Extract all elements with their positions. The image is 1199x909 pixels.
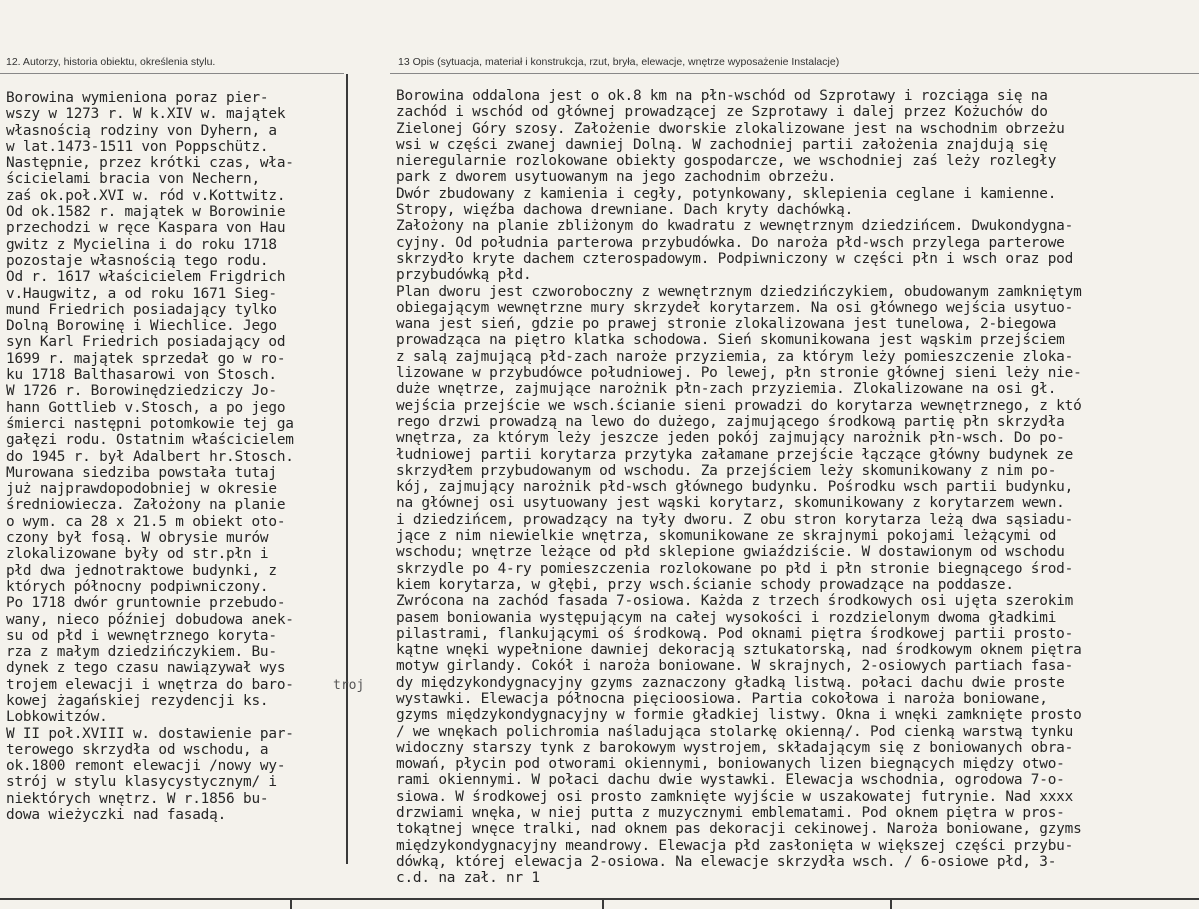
- text-line: motyw girlandy. Cokół i naroża boniowane. W skrajnych, 2-osiowych partiach fasa-: [396, 658, 1074, 675]
- bottom-tick: [290, 900, 292, 909]
- text-line: Plan dworu jest czworoboczny z wewnętrznym dziedzińczykiem, obudowanym zamkniętym: [396, 283, 1082, 300]
- text-line: przechodzi w ręce Kaspara von Hau: [6, 220, 286, 237]
- text-line: hann Gottlieb v.Stosch, a po jego: [6, 399, 286, 416]
- text-line: rego drzwi prowadzą na lewo do dużego, zajmującego środkową partię płn skrzydła: [396, 413, 1065, 430]
- text-line: W 1726 r. Borowinędziedziczy Jo-: [6, 383, 277, 400]
- text-line: łudniowej partii korytarza przytyka załamane przejście łączące główny budynek ze: [396, 446, 1074, 463]
- text-line: i dziedzińcem, prowadzący na tyły dworu. Z obu stron korytarza leżą dwa sąsiadu-: [396, 511, 1074, 528]
- text-line: Dolną Borowinę i Wiechlice. Jego: [6, 318, 277, 335]
- text-line: Murowana siedziba powstała tutaj: [6, 464, 277, 481]
- text-line: rami okiennymi. W połaci dachu dwie wystawki. Elewacja wschodnia, ogrodowa 7-o-: [396, 772, 1065, 789]
- text-line: terowego skrzydła od wschodu, a: [6, 741, 269, 758]
- section-13-header: 13 Opis (sytuacja, materiał i konstrukcja, rzut, bryła, elewacje, wnętrze wyposażenie Instalacje): [398, 56, 840, 68]
- text-line: Po 1718 dwór gruntownie przebudo-: [6, 595, 286, 612]
- text-line: obiegającym wewnętrzne mury skrzydeł korytarzem. Na osi głównego wejścia usytuo-: [396, 299, 1074, 316]
- text-line: gwitz z Mycielina i do roku 1718: [6, 236, 277, 253]
- text-line: skrzydłem przybudowanym od wschodu. Za przejściem leży skomunikowany z nim po-: [396, 462, 1057, 479]
- text-line: Borowina oddalona jest o ok.8 km na płn-wschód od Szprotawy i rozciąga się na: [396, 88, 1048, 104]
- text-line: płd dwa jednotraktowe budynki, z: [6, 562, 277, 579]
- text-line: strój w stylu klasycystycznym/ i: [6, 774, 277, 791]
- text-line: siowa. W środkowej osi prosto zamknięte wyjście w uszakowatej futrynie. Nad xxxx: [396, 788, 1074, 805]
- text-line: Założony na planie zbliżonym do kwadratu z wewnętrznym dziedzińcem. Dwukondygna-: [396, 218, 1074, 235]
- text-line: dowa wieżyczki nad fasadą.: [6, 807, 227, 824]
- overprinted-text: troj: [333, 678, 365, 693]
- text-line: su od płd i wewnętrznego koryta-: [6, 627, 277, 644]
- text-line: z salą zajmującą płd-zach naroże przyziemia, za którym leży pomieszczenie zloka-: [396, 348, 1074, 365]
- text-line: dynek z tego czasu nawiązywał wys: [6, 660, 286, 677]
- text-line: duże wnętrze, zajmujące narożnik płn-zach przyziemia. Zlokalizowane na osi gł.: [396, 381, 1057, 398]
- text-line: tokątnej wnęce tralki, nad oknem pas dekoracji cekinowej. Naroża boniowane, gzyms: [396, 821, 1082, 838]
- text-line: mund Friedrich posiadający tylko: [6, 301, 277, 318]
- text-line: pozostaje własnością tego rodu.: [6, 252, 269, 269]
- text-line: mowań, płycin pod otworami okiennymi, boniowanych lizen biegnących między otwo-: [396, 756, 1065, 773]
- text-line: międzykondygnacyjny meandrowy. Elewacja płd zasłonięta w większej części przybu-: [396, 837, 1074, 854]
- text-line: wany, nieco później dobudowa anek-: [6, 611, 294, 628]
- text-line: jące z nim niewielkie wnętrza, skomunikowane ze skrajnymi pokojami leżącymi od: [396, 528, 1057, 545]
- text-line: park z dworem usytuowanym na jego zachodnim obrzeżu.: [396, 169, 837, 186]
- text-line: ok.1800 remont elewacji /nowy wy-: [6, 758, 286, 775]
- text-line: zlokalizowane były od str.płn i: [6, 546, 269, 563]
- text-line: wnętrza, za którym leży jeszcze jeden pokój zajmujący narożnik płn-wsch. Do po-: [396, 430, 1065, 447]
- text-line: wszy w 1273 r. W k.XIV w. majątek: [6, 106, 286, 123]
- text-line: skrzydło kryte dachem czterospadowym. Podpiwniczony w części płn i wsch oraz pod: [396, 250, 1074, 267]
- text-line: gałęzi rodu. Ostatnim właścicielem: [6, 432, 294, 449]
- text-line: kowej żagańskiej rezydencji ks.: [6, 692, 269, 709]
- text-line: do 1945 r. był Adalbert hr.Stosch.: [6, 448, 294, 465]
- bottom-rule: [0, 898, 1199, 900]
- text-line: drzwiami wnęka, w niej putta z muzycznymi emblematami. Pod oknem piętra w pros-: [396, 805, 1065, 822]
- text-line: ku 1718 Balthasarowi von Stosch.: [6, 367, 277, 384]
- text-line: trojem elewacji i wnętrza do baro-: [6, 676, 294, 693]
- text-line: dówką, której elewacja 2-osiowa. Na elewacje skrzydła wsch. / 6-osiowe płd, 3-: [396, 853, 1057, 870]
- text-line: niektórych wnętrz. W r.1856 bu-: [6, 790, 269, 807]
- text-line: nieregularnie rozlokowane obiekty gospodarcze, we wschodniej zaś leży rozległy: [396, 153, 1057, 170]
- text-line: Następnie, przez krótki czas, wła-: [6, 155, 294, 172]
- text-line: prowadząca na piętro klatka schodowa. Sień skomunikowana jest wąskim przejściem: [396, 332, 1065, 349]
- text-line: pilastrami, flankującymi oś środkową. Pod oknami piętra środkowej partii prosto-: [396, 625, 1074, 642]
- text-line: / we wnękach polichromia naśladująca stolarkę okienną/. Pod cienką warstwą tynku: [396, 723, 1074, 740]
- text-line: w lat.1473-1511 von Poppschütz.: [6, 138, 269, 155]
- text-line: Borowina wymieniona poraz pier-: [6, 90, 269, 106]
- text-line: przybudówką płd.: [396, 267, 532, 284]
- text-line: Zwrócona na zachód fasada 7-osiowa. Każda z trzech środkowych osi ujęta szerokim: [396, 593, 1074, 610]
- text-line: syn Karl Friedrich posiadający od: [6, 334, 286, 351]
- column-divider: [346, 74, 348, 864]
- text-line: gzyms międzykondygnacyjny w formie gładkiej listwy. Okna i wnęki zamknięte prosto: [396, 707, 1082, 724]
- text-line: Zielonej Góry szosy. Założenie dworskie zlokalizowane jest na wschodnim obrzeżu: [396, 120, 1065, 137]
- text-line: Lobkowitzów.: [6, 709, 108, 726]
- text-line: Dwór zbudowany z kamienia i cegły, potynkowany, sklepienia ceglane i kamienne.: [396, 185, 1057, 202]
- text-line: rza z małym dziedzińczykiem. Bu-: [6, 644, 277, 661]
- text-line: kój, zajmujący narożnik płd-wsch głównego budynku. Pośrodku wsch partii budynku,: [396, 479, 1074, 496]
- history-text-column: [6, 90, 294, 823]
- text-line: na głównej osi usytuowany jest wąski korytarz, skomunikowany z korytarzem wewn.: [396, 495, 1065, 512]
- text-line: 1699 r. majątek sprzedał go w ro-: [6, 350, 286, 367]
- text-line: widoczny starszy tynk z barokowym wystrojem, składającym się z boniowanych obra-: [396, 739, 1074, 756]
- text-line: wejścia przejście we wsch.ścianie sieni prowadzi do korytarza wewnętrznego, z któ: [396, 397, 1082, 414]
- text-line: c.d. na zał. nr 1: [396, 870, 540, 887]
- text-line: skrzydle po 4-ry pomieszczenia rozlokowane po płd i płn stronie biegnącego środ-: [396, 560, 1074, 577]
- text-line: wsi w części zwanej dawniej Dolną. W zachodniej partii założenia znajdują się: [396, 136, 1048, 153]
- text-line: których północny podpiwniczony.: [6, 578, 269, 595]
- text-line: czony był fosą. W obrysie murów: [6, 530, 269, 547]
- text-line: kątne wnęki wypełnione dawniej dekoracją sztukatorską, nad środkowym oknem piętra: [396, 642, 1082, 659]
- text-line: lizowane w przybudówce południowej. Po lewej, płn stronie głównej sieni leży nie-: [396, 365, 1082, 382]
- bottom-tick: [602, 900, 604, 909]
- text-line: własnością rodziny von Dyhern, a: [6, 122, 277, 139]
- text-line: o wym. ca 28 x 21.5 m obiekt oto-: [6, 513, 286, 530]
- text-line: W II poł.XVIII w. dostawienie par-: [6, 725, 294, 742]
- text-line: średniowiecza. Założony na planie: [6, 497, 286, 514]
- text-line: wana jest sień, gdzie po prawej stronie zlokalizowana jest tunelowa, 2-biegowa: [396, 316, 1057, 333]
- text-line: wystawki. Elewacja północna pięcioosiowa. Partia cokołowa i naroża boniowane,: [396, 690, 1048, 707]
- text-line: Od r. 1617 właścicielem Frigdrich: [6, 269, 286, 286]
- text-line: zaś ok.poł.XVI w. ród v.Kottwitz.: [6, 187, 286, 204]
- section-12-header: 12. Autorzy, historia obiektu, określenia stylu.: [6, 56, 216, 68]
- text-line: pasem boniowania występującym na całej wysokości i rozdzielonym dwoma gładkimi: [396, 609, 1057, 626]
- text-line: kiem korytarza, w głębi, przy wsch.ścianie schody prowadzące na poddasze.: [396, 576, 1014, 593]
- bottom-tick: [890, 900, 892, 909]
- text-line: ścicielami bracia von Nechern,: [6, 171, 260, 188]
- text-line: cyjny. Od południa parterowa przybudówka. Do naroża płd-wsch przylega parterowe: [396, 234, 1065, 251]
- header-rule-right: [390, 73, 1199, 74]
- description-text-column: [396, 88, 1082, 887]
- text-line: śmierci następni potomkowie tej ga: [6, 415, 294, 432]
- text-line: już najprawdopodobniej w okresie: [6, 481, 277, 498]
- text-line: wschodu; wnętrze leżące od płd sklepione gwiaździście. W dostawionym od wschodu: [396, 544, 1065, 561]
- header-rule-left: [0, 73, 344, 74]
- text-line: zachód i wschód od głównej prowadzącej ze Szprotawy i dalej przez Kożuchów do: [396, 104, 1048, 121]
- text-line: Stropy, więźba dachowa drewniane. Dach kryty dachówką.: [396, 202, 854, 219]
- text-line: Od ok.1582 r. majątek w Borowinie: [6, 204, 286, 221]
- text-line: dy międzykondygnacyjny gzyms zaznaczony gładką listwą. połaci dachu dwie proste: [396, 674, 1065, 691]
- text-line: v.Haugwitz, a od roku 1671 Sieg-: [6, 285, 277, 302]
